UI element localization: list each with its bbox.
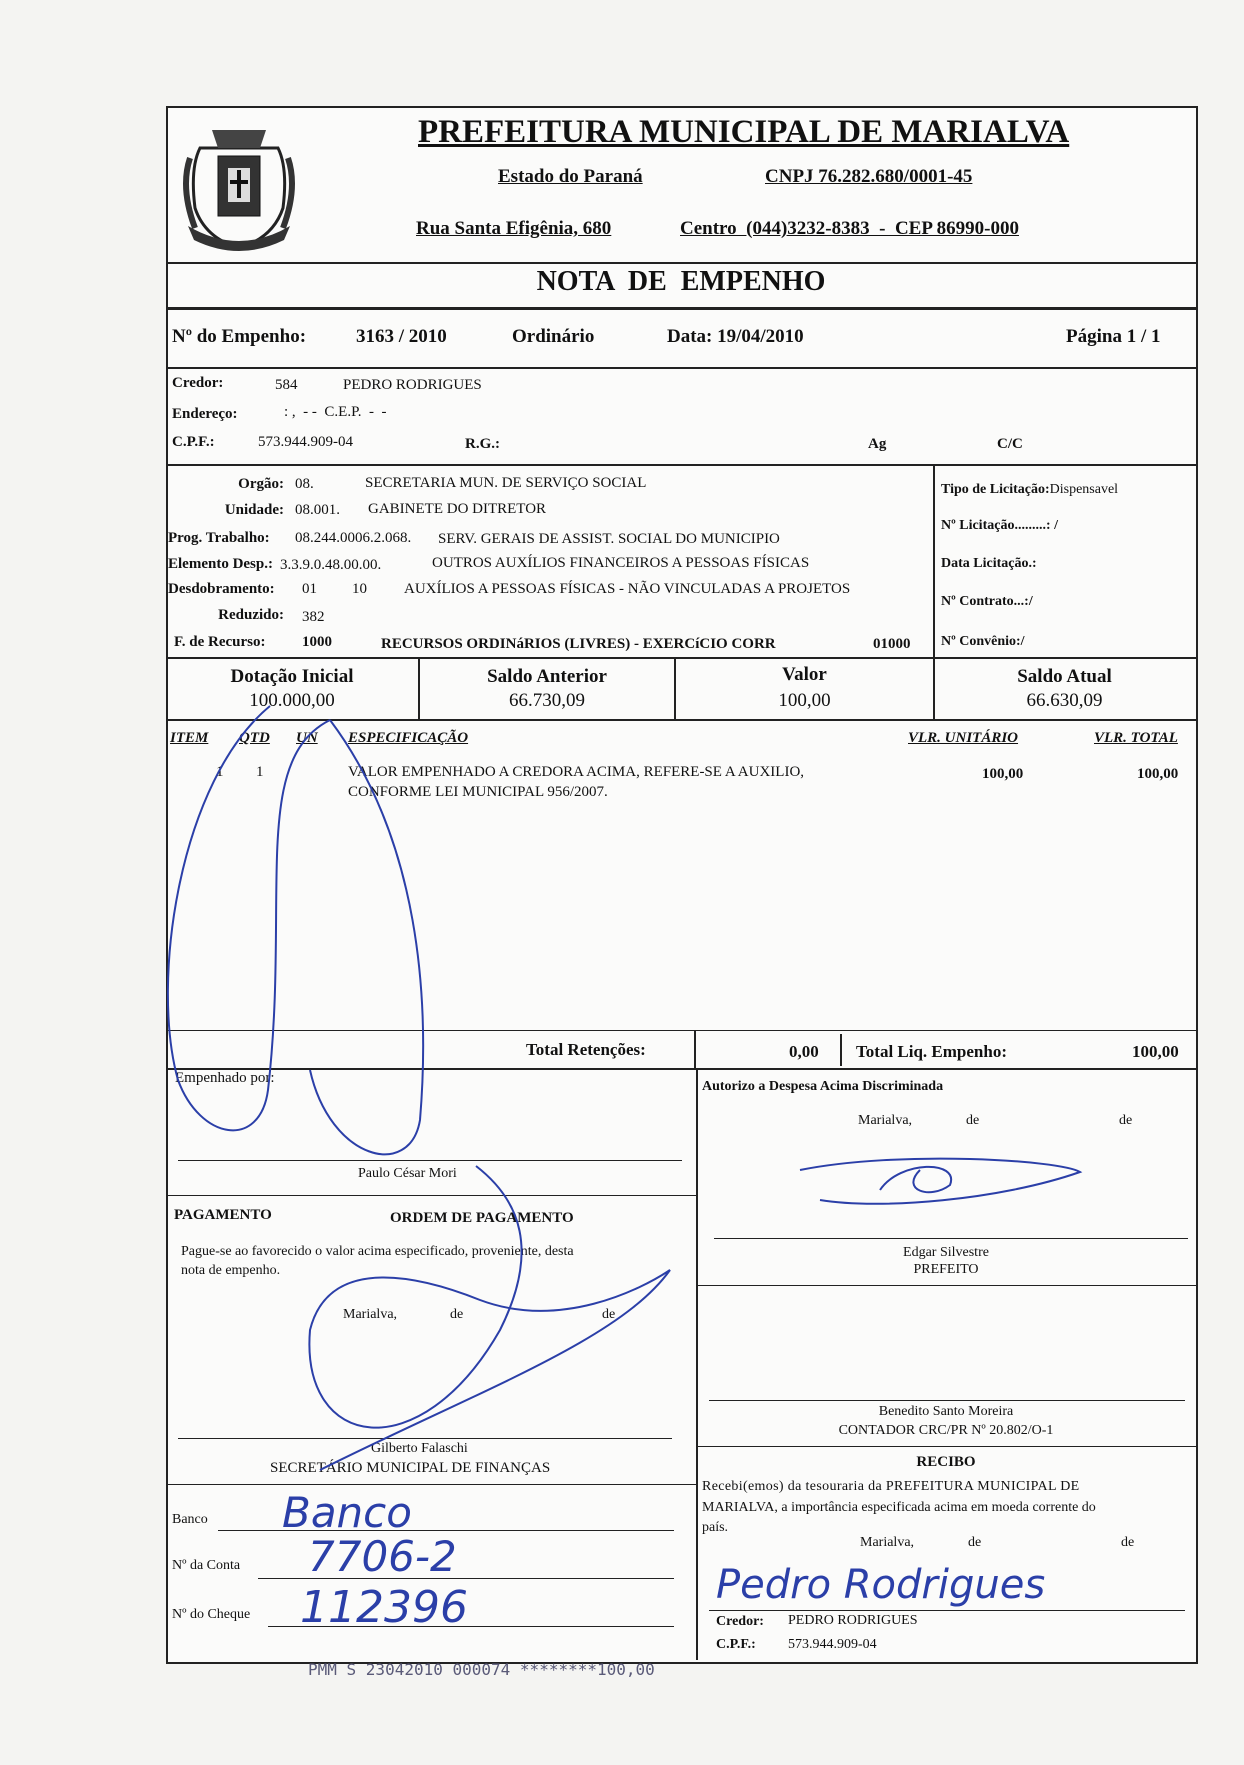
credor-code: 584 xyxy=(275,377,298,393)
saldo-anterior-value: 66.730,09 xyxy=(509,690,585,711)
autorizo-de1: de xyxy=(966,1113,980,1128)
prog-label: Prog. Trabalho: xyxy=(168,530,270,546)
contador-name: Benedito Santo Moreira xyxy=(878,1404,1014,1419)
orgao-desc: SECRETARIA MUN. DE SERVIÇO SOCIAL xyxy=(365,475,647,491)
valor-value: 100,00 xyxy=(778,690,831,711)
pague-text-line2: nota de empenho. xyxy=(181,1263,281,1278)
page-number: Página 1 / 1 xyxy=(1066,326,1161,347)
empenhado-por-label: Empenhado por: xyxy=(175,1070,275,1086)
reduzido-code: 382 xyxy=(302,609,325,625)
endereco-value: : , - - C.E.P. - - xyxy=(284,404,387,420)
num-convenio: Nº Convênio:/ xyxy=(941,634,1025,649)
endereco-label: Endereço: xyxy=(172,406,238,422)
conta-handwritten: 7706-2 xyxy=(308,1532,457,1581)
elem-label: Elemento Desp.: xyxy=(168,556,273,572)
recibo-de2: de xyxy=(1121,1535,1135,1550)
recibo-title: RECIBO xyxy=(916,1454,976,1470)
ordem-marialva: Marialva, xyxy=(343,1307,398,1322)
prog-desc: SERV. GERAIS DE ASSIST. SOCIAL DO MUNICIPIO xyxy=(438,531,780,547)
credor-label: Credor: xyxy=(172,375,224,391)
header-especificacao: ESPECIFICAÇÃO xyxy=(348,730,469,746)
total-retencoes-label: Total Retenções: xyxy=(526,1040,646,1059)
saldo-atual-value: 66.630,09 xyxy=(1026,690,1103,711)
payment-stamp: PMM S 23042010 000074 ********100,00 xyxy=(308,1660,655,1679)
total-liq-value: 100,00 xyxy=(1132,1042,1179,1061)
data-licitacao: Data Licitação.: xyxy=(941,556,1037,571)
cheque-handwritten: 112396 xyxy=(300,1582,468,1633)
elem-code: 3.3.9.0.48.00.00. xyxy=(280,557,382,573)
saldo-anterior-label: Saldo Anterior xyxy=(487,666,607,687)
ordem-pagamento-label: ORDEM DE PAGAMENTO xyxy=(390,1210,574,1226)
banco-label: Banco xyxy=(172,1512,208,1527)
doc-title: NOTA DE EMPENHO xyxy=(536,266,826,297)
empenho-date: Data: 19/04/2010 xyxy=(667,326,804,347)
tipo-licitacao-label: Tipo de Licitação:Dispensavel xyxy=(941,482,1119,497)
pagamento-label: PAGAMENTO xyxy=(174,1207,272,1223)
ag-label: Ag xyxy=(868,436,887,452)
recibo-text-line2: MARIALVA, a importância especificada acima em moeda corrente do xyxy=(702,1500,1096,1515)
recurso-code2: 01000 xyxy=(873,636,911,652)
header-cnpj: CNPJ 76.282.680/0001-45 xyxy=(765,166,973,187)
total-liq-label: Total Liq. Empenho: xyxy=(856,1042,1007,1061)
secretario-name: Gilberto Falaschi xyxy=(371,1441,468,1456)
credor-signature: Pedro Rodrigues xyxy=(716,1562,1046,1608)
row-desc-line2: CONFORME LEI MUNICIPAL 956/2007. xyxy=(348,784,608,800)
row-item: 1 xyxy=(216,764,224,780)
cpf-value: 573.944.909-04 xyxy=(258,434,353,450)
reduzido-label: Reduzido: xyxy=(218,607,284,623)
recurso-label: F. de Recurso: xyxy=(174,634,266,650)
autorizo-marialva: Marialva, xyxy=(858,1113,913,1128)
row-desc-line1: VALOR EMPENHADO A CREDORA ACIMA, REFERE-SE A AUXILIO, xyxy=(348,764,805,780)
prefeito-title: PREFEITO xyxy=(913,1262,979,1277)
num-licitacao: Nº Licitação.........: / xyxy=(941,518,1058,533)
row-vlr-total: 100,00 xyxy=(1137,766,1179,782)
empenho-number-label: Nº do Empenho: xyxy=(172,326,307,347)
secretario-title: SECRETÁRIO MUNICIPAL DE FINANÇAS xyxy=(270,1460,551,1476)
recibo-credor-label: Credor: xyxy=(716,1614,764,1629)
ordem-de1: de xyxy=(450,1307,464,1322)
header-state: Estado do Paraná xyxy=(498,166,643,187)
recibo-cpf-value: 573.944.909-04 xyxy=(788,1637,877,1652)
contador-title: CONTADOR CRC/PR Nº 20.802/O-1 xyxy=(838,1423,1054,1438)
unidade-desc: GABINETE DO DITRETOR xyxy=(368,501,547,517)
header-vlr-total: VLR. TOTAL xyxy=(1094,730,1178,746)
desd-code: 01 xyxy=(302,581,317,597)
row-vlr-unitario: 100,00 xyxy=(982,766,1024,782)
header-vlr-unitario: VLR. UNITÁRIO xyxy=(908,730,1019,746)
conta-label: Nº da Conta xyxy=(172,1558,241,1573)
valor-label: Valor xyxy=(782,664,827,685)
cheque-label: Nº do Cheque xyxy=(172,1607,251,1622)
header-item: ITEM xyxy=(170,730,209,746)
recibo-text-line1: Recebi(emos) da tesouraria da PREFEITURA MUNICIPAL DE xyxy=(702,1479,1080,1494)
desd-desc: AUXÍLIOS A PESSOAS FÍSICAS - NÃO VINCULADAS A PROJETOS xyxy=(404,581,851,597)
prog-code: 08.244.0006.2.068. xyxy=(295,530,412,546)
saldo-atual-label: Saldo Atual xyxy=(1017,666,1112,687)
recibo-cpf-label: C.P.F.: xyxy=(716,1637,756,1652)
unidade-code: 08.001. xyxy=(295,502,340,518)
autorizo-label: Autorizo a Despesa Acima Discriminada xyxy=(702,1079,944,1094)
ordem-de2: de xyxy=(602,1307,616,1322)
row-qtd: 1 xyxy=(256,764,264,780)
header-title: PREFEITURA MUNICIPAL DE MARIALVA xyxy=(418,114,1070,150)
orgao-code: 08. xyxy=(295,476,314,492)
desd-label: Desdobramento: xyxy=(168,581,275,597)
rg-label: R.G.: xyxy=(465,436,500,452)
empenho-number-value: 3163 / 2010 xyxy=(356,326,447,347)
desd-code2: 10 xyxy=(352,581,367,597)
banco-handwritten: Banco xyxy=(282,1488,412,1537)
dotacao-value: 100.000,00 xyxy=(249,690,335,711)
prefeito-name: Edgar Silvestre xyxy=(903,1245,989,1260)
elem-desc: OUTROS AUXÍLIOS FINANCEIROS A PESSOAS FÍSICAS xyxy=(432,555,810,571)
autorizo-de2: de xyxy=(1119,1113,1133,1128)
pague-text-line1: Pague-se ao favorecido o valor acima especificado, proveniente, desta xyxy=(181,1244,574,1259)
recibo-de1: de xyxy=(968,1535,982,1550)
recibo-marialva: Marialva, xyxy=(860,1535,915,1550)
unidade-label: Unidade: xyxy=(224,502,284,518)
header-address: Rua Santa Efigênia, 680 xyxy=(416,218,612,239)
num-contrato: Nº Contrato...:/ xyxy=(941,594,1033,609)
recurso-desc: RECURSOS ORDINáRIOS (LIVRES) - EXERCíCIO CORR xyxy=(381,636,776,652)
dotacao-label: Dotação Inicial xyxy=(230,666,354,687)
orgao-label: Orgão: xyxy=(238,476,284,492)
empenho-type: Ordinário xyxy=(512,326,595,347)
cpf-label: C.P.F.: xyxy=(172,434,215,450)
total-retencoes-value: 0,00 xyxy=(789,1042,819,1061)
header-un: UN xyxy=(296,730,318,746)
empenhado-por-name: Paulo César Mori xyxy=(358,1166,457,1181)
recibo-credor-name: PEDRO RODRIGUES xyxy=(788,1613,918,1628)
recurso-code: 1000 xyxy=(302,634,332,650)
recibo-text-line3: país. xyxy=(702,1520,729,1535)
header-address2: Centro (044)3232-8383 - CEP 86990-000 xyxy=(680,218,1019,239)
cc-label: C/C xyxy=(997,436,1023,452)
credor-name: PEDRO RODRIGUES xyxy=(343,377,482,393)
header-qtd: QTD xyxy=(239,730,270,746)
